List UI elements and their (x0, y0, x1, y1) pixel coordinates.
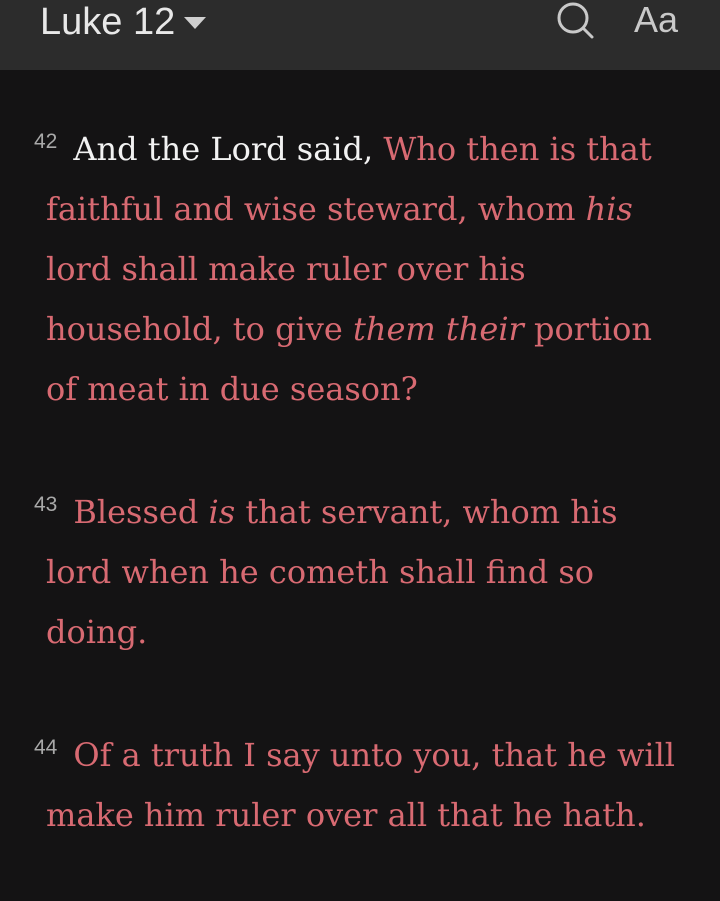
search-icon (555, 0, 595, 40)
verse-42[interactable] (34, 112, 686, 419)
verse-number: 44 (34, 736, 58, 759)
top-toolbar (0, 0, 720, 70)
words-of-christ: Of a truth I say unto you, that he will make him ruler over all that he hath. (46, 736, 676, 834)
verse-text: And the Lord said, (73, 130, 384, 168)
verse-43[interactable] (34, 475, 686, 662)
words-of-christ: Blessed is that servant, whom his lord when he cometh shall find so doing. (46, 493, 618, 651)
chapter-reader (34, 112, 686, 901)
verse-number: 43 (34, 493, 58, 516)
chapter-selector[interactable] (40, 0, 206, 44)
words-of-christ: Who then is that faithful and wise steward, whom his lord shall make ruler over his household, to give them their portion of meat in due season? (46, 130, 653, 408)
verse-number: 42 (34, 130, 58, 153)
font-settings-button[interactable]: Aa (634, 0, 679, 40)
search-button[interactable] (555, 0, 595, 40)
verse-44[interactable] (34, 718, 686, 845)
caret-down-icon (184, 17, 206, 29)
chapter-title: Luke 12 (40, 0, 176, 43)
